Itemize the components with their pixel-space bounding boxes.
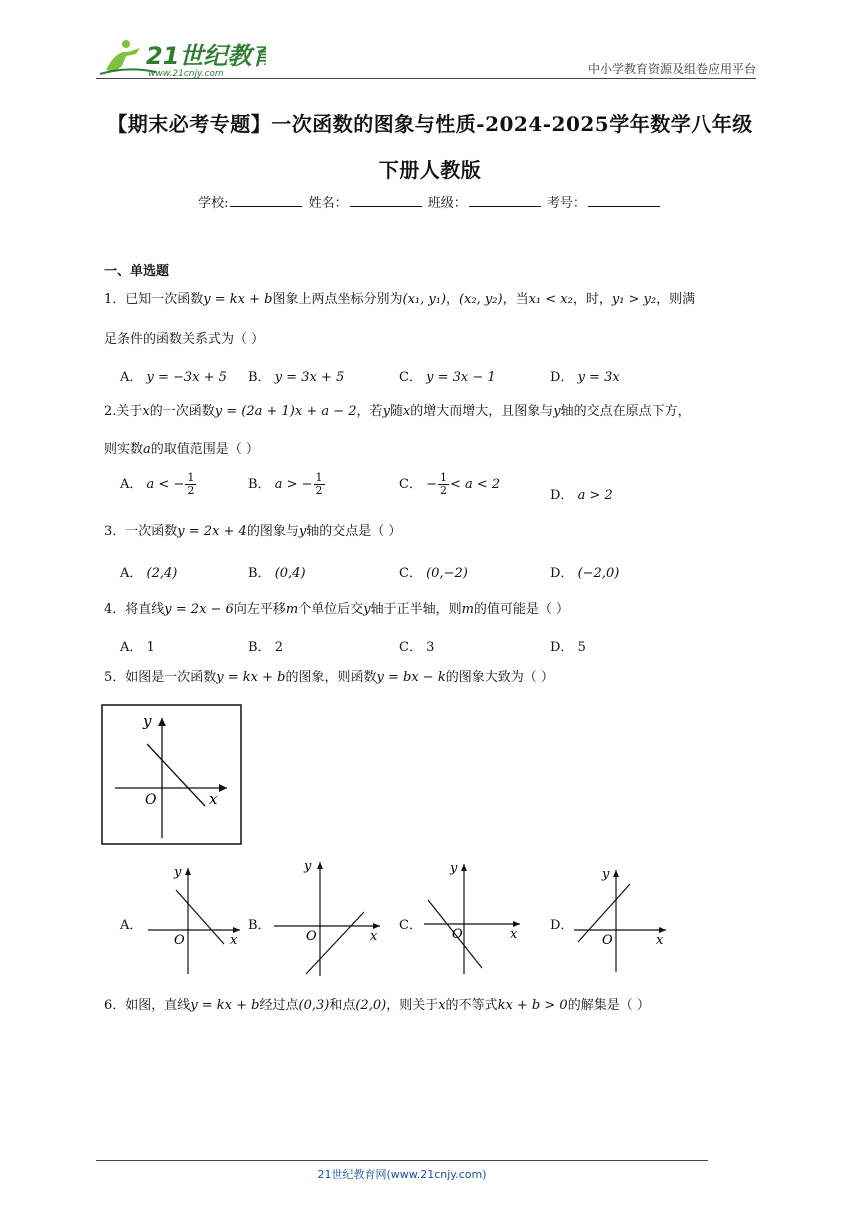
q1-option-d[interactable]: D． y = 3x — [550, 370, 620, 385]
question-1-line2: 足条件的函数关系式为（ ） — [104, 332, 265, 347]
question-2-line2: 则实数a的取值范围是（ ） — [104, 442, 259, 457]
svg-text:O: O — [602, 933, 613, 948]
q3-option-b[interactable]: B． (0,4) — [248, 566, 306, 581]
q5-main-graph — [101, 704, 243, 850]
class-blank[interactable] — [469, 194, 541, 207]
svg-text:y: y — [304, 859, 312, 874]
question-2: 2.关于x的一次函数y = (2a + 1)x + a − 2，若y随x的增大而增大，且图象与y轴的交点在原点下方， — [104, 404, 691, 419]
question-1: 1．已知一次函数y = kx + b图象上两点坐标分别为(x₁, y₁)，(x₂, y₂)，当x₁ < x₂，时，y₁ > y₂，则满 — [104, 292, 696, 307]
q5-option-c-graph[interactable] — [420, 856, 524, 980]
school-blank[interactable] — [230, 194, 302, 207]
q3-option-a[interactable]: A． (2,4) — [120, 566, 178, 581]
q5-option-b-graph[interactable] — [272, 854, 384, 982]
q1-option-b[interactable]: B． y = 3x + 5 — [248, 370, 345, 385]
svg-text:O: O — [306, 929, 317, 944]
site-logo — [96, 36, 266, 80]
svg-text:y: y — [450, 861, 458, 876]
q2-option-d[interactable]: D． a > 2 — [550, 488, 613, 503]
section-heading: 一、单选题 — [104, 264, 170, 279]
q4-option-d[interactable]: D． 5 — [550, 640, 586, 655]
header-divider — [96, 78, 756, 79]
page-title-line2: 下册人教版 — [378, 158, 482, 182]
class-label: 班级： — [427, 196, 467, 211]
svg-text:x: x — [230, 933, 238, 948]
svg-text:y: y — [174, 865, 182, 880]
main-axis-x-label: x — [209, 790, 218, 808]
page-title-line1: 【期末必考专题】一次函数的图象与性质-2024-2025学年数学八年级 — [107, 112, 753, 136]
svg-text:x: x — [510, 927, 518, 942]
student-info-row — [96, 192, 764, 211]
q5-option-b-label[interactable]: B． — [248, 918, 271, 933]
q2-option-c[interactable]: C． − $\frac{1}{2}$ < a < 2 — [399, 471, 501, 498]
footer-link[interactable]: 21世纪教育网(www.21cnjy.com) — [317, 1168, 487, 1181]
q3-option-c[interactable]: C． (0,−2) — [399, 566, 468, 581]
q2-option-a[interactable]: A． a < − $\frac{1}{2}$ — [120, 471, 195, 498]
question-4: 4．将直线y = 2x − 6向左平移m个单位后交y轴于正半轴，则m的值可能是（ ） — [104, 602, 570, 617]
main-axis-y-label: y — [143, 712, 152, 730]
q1-option-c[interactable]: C． y = 3x − 1 — [399, 370, 496, 385]
q5-option-d-graph[interactable] — [572, 862, 670, 978]
school-label: 学校: — [198, 196, 229, 211]
svg-text:O: O — [452, 927, 463, 942]
q5-option-c-label[interactable]: C． — [399, 918, 422, 933]
q2-option-b[interactable]: B． a > − $\frac{1}{2}$ — [248, 471, 323, 498]
q4-option-b[interactable]: B． 2 — [248, 640, 283, 655]
exam-no-blank[interactable] — [588, 194, 660, 207]
logo-text: 21世纪教育 — [146, 42, 266, 70]
q5-option-a-graph[interactable] — [144, 860, 244, 980]
question-5: 5．如图是一次函数y = kx + b的图象，则函数y = bx − k的图象大致为（ ） — [104, 670, 554, 685]
q5-option-a-label[interactable]: A． — [120, 918, 143, 933]
name-blank[interactable] — [350, 194, 422, 207]
svg-text:x: x — [370, 929, 378, 944]
question-6: 6．如图，直线y = kx + b经过点(0,3)和点(2,0)，则关于x的不等式kx + b > 0的解集是（ ） — [104, 998, 650, 1013]
main-origin-label: O — [145, 792, 157, 808]
q4-option-c[interactable]: C． 3 — [399, 640, 435, 655]
footer-divider — [96, 1160, 708, 1161]
q1-option-a[interactable]: A． y = −3x + 5 — [120, 370, 227, 385]
question-3: 3．一次函数y = 2x + 4的图象与y轴的交点是（ ） — [104, 524, 402, 539]
svg-text:x: x — [656, 933, 664, 948]
q4-option-a[interactable]: A． 1 — [120, 640, 155, 655]
svg-text:O: O — [174, 933, 185, 948]
name-label: 姓名： — [308, 196, 348, 211]
logo-url: www.21cnjy.com — [148, 69, 224, 79]
q5-option-d-label[interactable]: D． — [550, 918, 574, 933]
svg-text:y: y — [602, 867, 610, 882]
header-platform-text: 中小学教育资源及组卷应用平台 — [587, 62, 756, 76]
exam-no-label: 考号： — [546, 196, 586, 211]
q3-option-d[interactable]: D． (−2,0) — [550, 566, 620, 581]
